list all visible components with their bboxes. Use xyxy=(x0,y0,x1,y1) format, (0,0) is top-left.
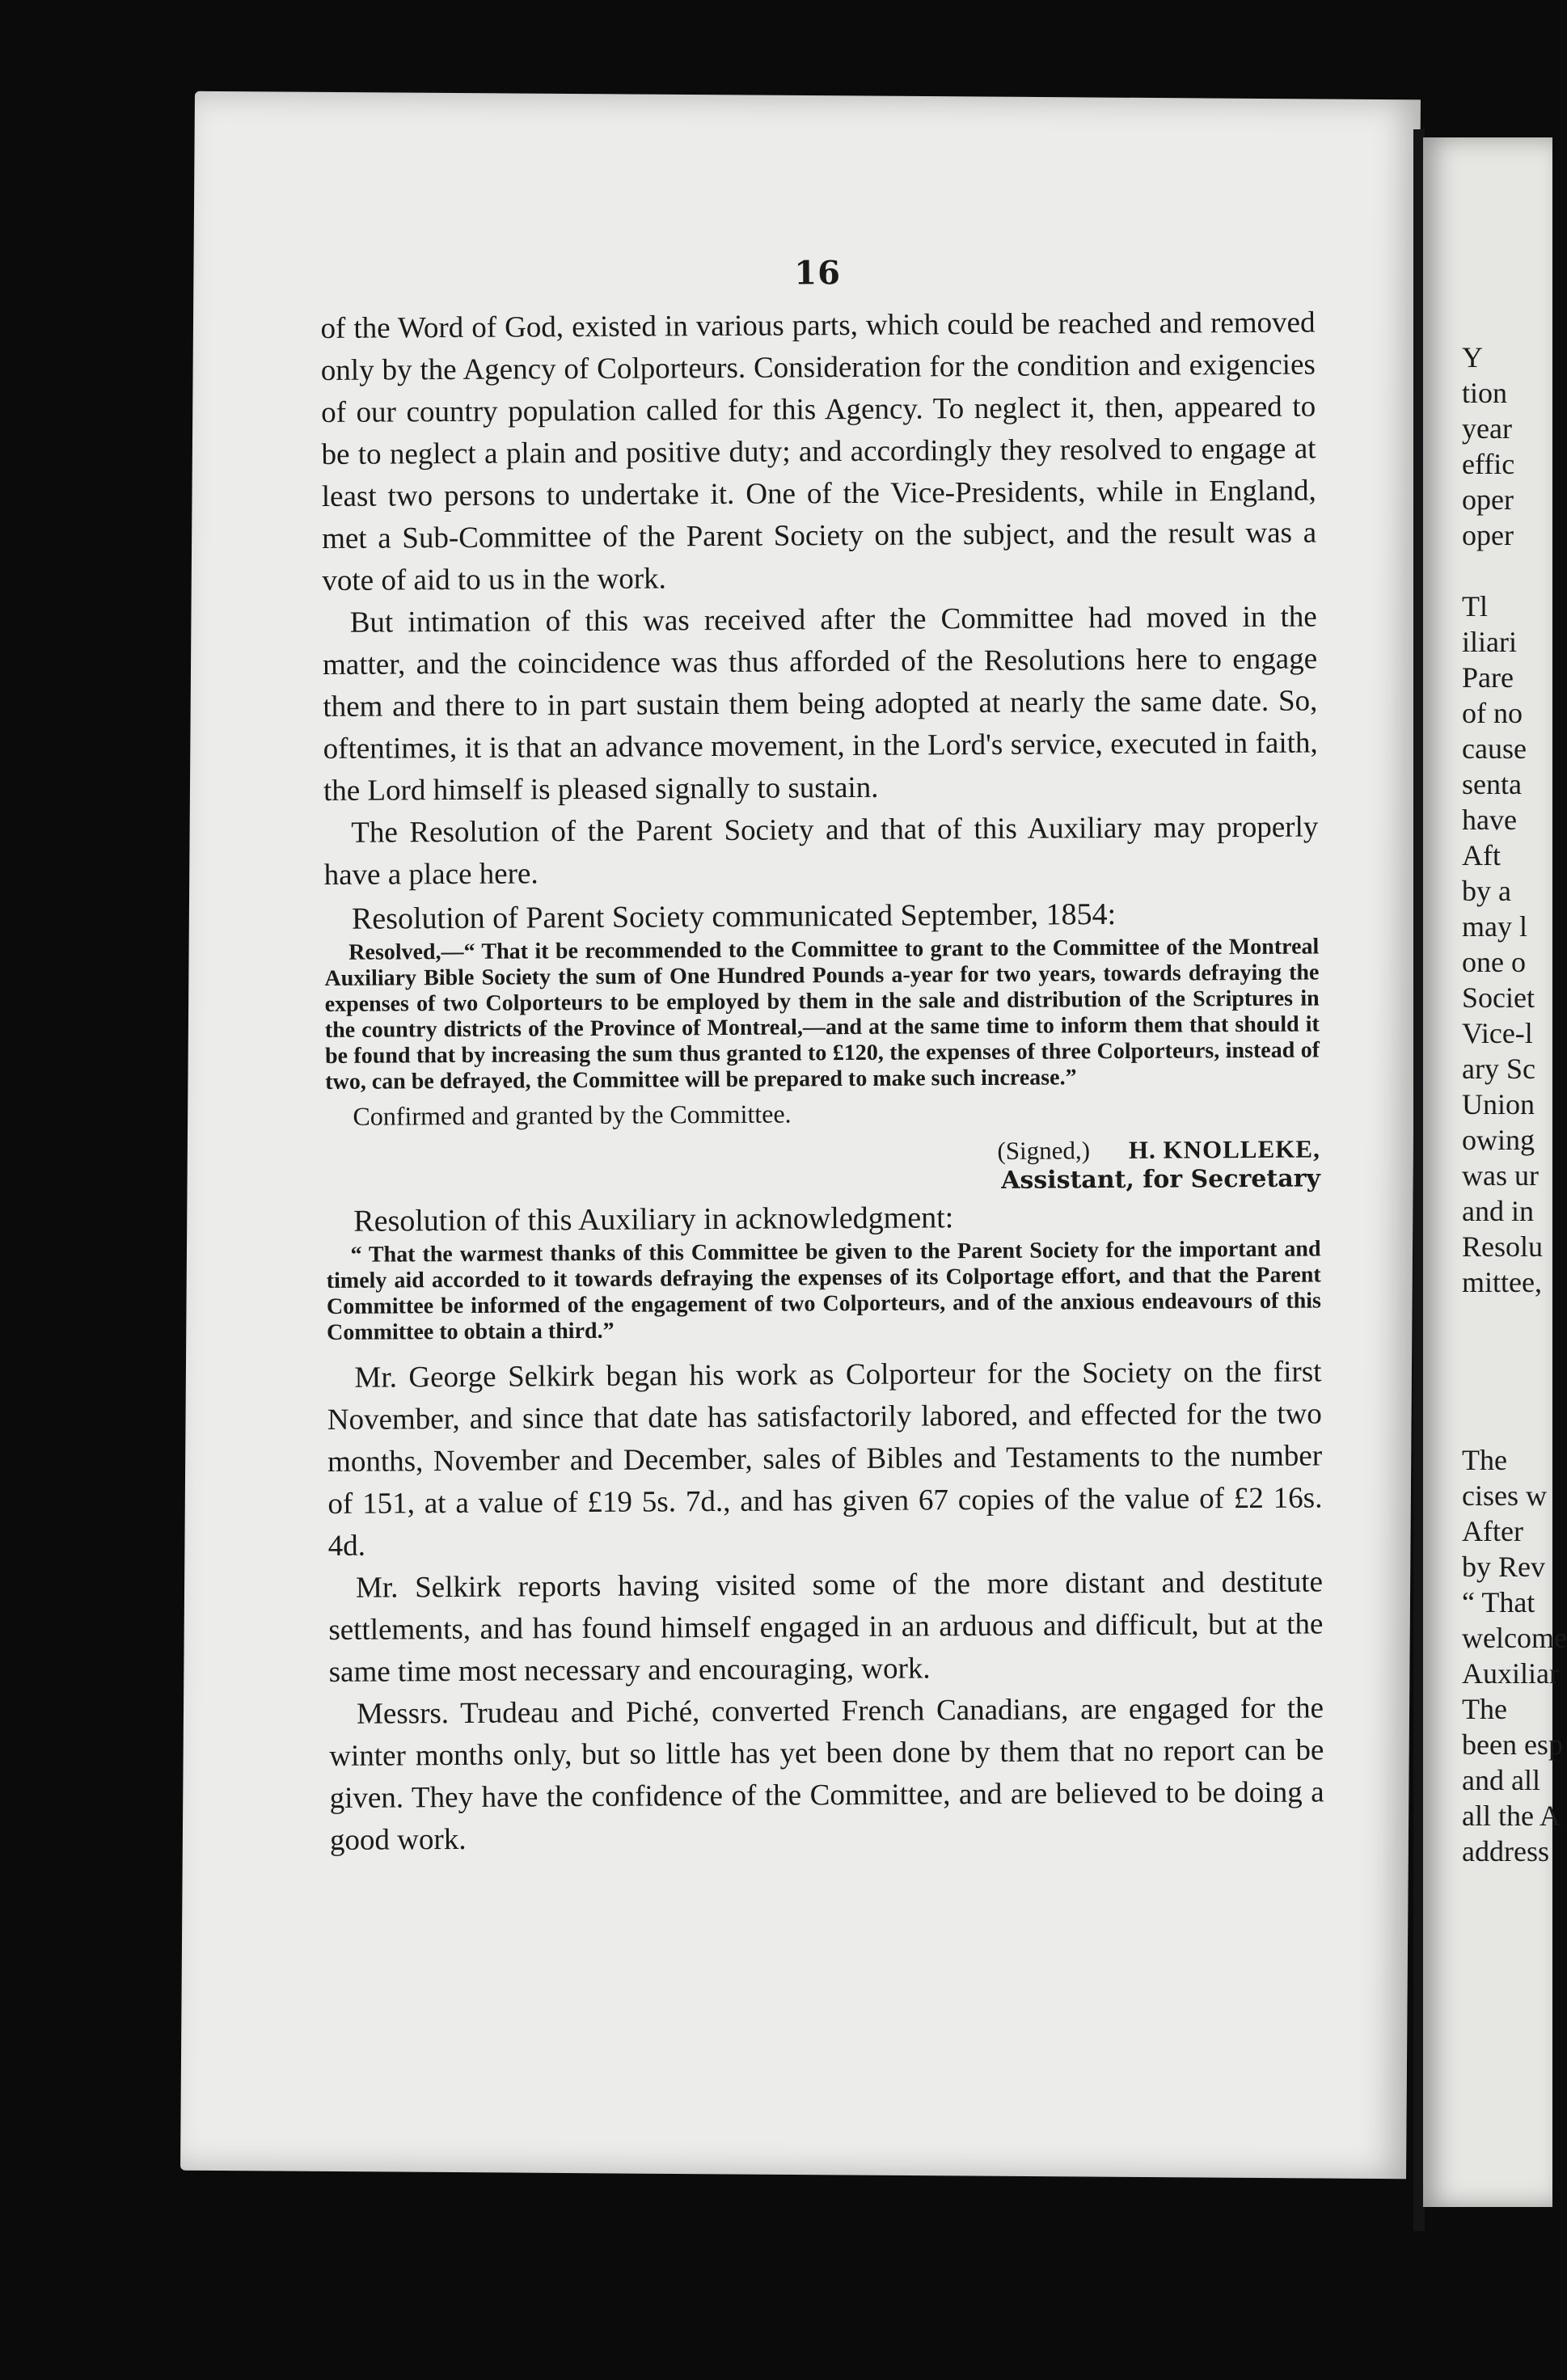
paragraph-3: The Resolution of the Parent Society and that of this Auxiliary may properly have a place here. xyxy=(323,810,1319,892)
right-page-line: effic xyxy=(1462,448,1515,480)
resolution-auxiliary-text: “ That the warmest thanks of this Committee be given to the Parent Society for the important and timely aid accorded to it towards defraying the expenses of its Colportage effort, and that the Parent Committee be informed of the engagement of two Colporteurs, and of the anxious endeavours of this Committee to obtain a third.” xyxy=(326,1236,1322,1345)
right-page-line: cises w xyxy=(1462,1479,1547,1512)
right-page-line: The xyxy=(1462,1693,1507,1725)
right-page-line: Aft xyxy=(1462,839,1501,871)
right-page-line: senta xyxy=(1462,768,1522,800)
right-page-line: Resolu xyxy=(1462,1230,1544,1263)
right-page-line: tion xyxy=(1462,377,1508,409)
right-page-line xyxy=(1462,1407,1551,1442)
right-page-line: Y xyxy=(1462,341,1483,373)
right-page-line: been esp xyxy=(1462,1728,1563,1761)
paragraph-2: But intimation of this was received after the Committee had moved in the matter, and the coincidence was thus afforded of the Resolutions here to engage them and there to in part sustain them being adopted at nearly the same date. So, oftentimes, it is that an advance movement, in the Lord's service, executed in faith, the Lord himself is pleased signally to sustain. xyxy=(322,600,1318,808)
right-page-line: cause xyxy=(1462,732,1527,765)
resolution-parent-heading: Resolution of Parent Society communicated September, 1854: xyxy=(351,897,1117,936)
confirmed-line: Confirmed and granted by the Committee. xyxy=(353,1099,792,1131)
paragraph-4: Mr. George Selkirk began his work as Colporteur for the Society on the first November, and since that date has satisfactorily labored, and effected for the two months, November and December, sales of Bibles and Testaments to the number of 151, at a value of £19 5s. 7d., and has given 67 copies of the value of £2 16s. 4d. xyxy=(327,1355,1323,1563)
right-page-line: and all xyxy=(1462,1764,1540,1796)
right-page-line: may l xyxy=(1462,910,1527,943)
page-content xyxy=(320,251,1324,1861)
paragraph-5: Mr. Selkirk reports having visited some of the more distant and destitute settlements, and has found himself engaged in an arduous and difficult, but at the same time most necessary and encouraging, work. xyxy=(328,1565,1324,1689)
right-page-line: welcome xyxy=(1462,1622,1567,1654)
right-page-line: year xyxy=(1462,412,1512,445)
right-page-line: oper xyxy=(1462,519,1514,551)
right-page-line: one o xyxy=(1462,946,1526,978)
page-number: 16 xyxy=(794,254,842,293)
right-page-line: mittee, xyxy=(1462,1266,1542,1298)
paragraph-1: of the Word of God, existed in various parts, which could be reached and removed only by the Agency of Colporteurs. Consideration for the condition and exigencies of our country population called for this Agency. To neglect it, then, appeared to be to neglect a plain and positive duty; and accordingly they resolved to engage at least two persons to undertake it. One of the Vice-Presidents, while in England, met a Sub-Committee of the Parent Society on the subject, and the result was a vote of aid to us in the work. xyxy=(320,306,1317,597)
signed-name: H. KNOLLEKE, xyxy=(1128,1134,1320,1164)
right-page-line: After xyxy=(1462,1515,1523,1547)
right-page-line: Pare xyxy=(1462,661,1514,694)
paragraph-6: Messrs. Trudeau and Piché, converted French Canadians, are engaged for the winter months only, but so little has yet been done by them that no report can be given. They have the confidence of the Committee, and are believed to be doing a good work. xyxy=(329,1691,1324,1857)
right-page-line: iliari xyxy=(1462,626,1517,658)
right-page-line: ary Sc xyxy=(1462,1053,1535,1085)
right-page-line: The xyxy=(1462,1444,1507,1476)
right-page-line: “ That xyxy=(1462,1586,1535,1618)
signed-title: Assistant, for Secretary xyxy=(1001,1164,1321,1195)
right-page-line: address xyxy=(1462,1835,1549,1867)
right-page-line: by a xyxy=(1462,875,1511,907)
right-page-line xyxy=(1462,1371,1551,1407)
right-page-line: and in xyxy=(1462,1195,1534,1227)
right-page-line: Vice-l xyxy=(1462,1017,1533,1049)
right-page-line: of no xyxy=(1462,697,1523,729)
right-page-line xyxy=(1462,553,1551,589)
right-page-line: all the A xyxy=(1462,1800,1561,1832)
resolution-parent-text: Resolved,—“ That it be recommended to the Committee to grant to the Committee of the Montreal Auxiliary Bible Society the sum of One Hundred Pounds a-year for two years, towards defraying the expenses of two Colporteurs to be employed by them in the sale and distribution of the Scriptures in the country districts of the Province of Montreal,—and at the same time to inform them that should it be found that by increasing the sum thus granted to £120, the expenses of three Colporteurs, instead of two, can be defrayed, the Committee will be prepared to make such increase.” xyxy=(324,934,1320,1095)
right-page-line: by Rev xyxy=(1462,1551,1545,1583)
right-page-line: Auxiliar xyxy=(1462,1657,1559,1690)
right-page-line: have xyxy=(1462,804,1517,836)
right-page-line: owing xyxy=(1462,1124,1535,1156)
signed-label: (Signed,) xyxy=(997,1136,1091,1165)
right-page-line xyxy=(1462,1300,1551,1336)
right-page-line: oper xyxy=(1462,483,1514,516)
right-page-line: Societ xyxy=(1462,981,1535,1014)
right-page-line: was ur xyxy=(1462,1159,1539,1192)
resolution-auxiliary-heading: Resolution of this Auxiliary in acknowledgment: xyxy=(353,1201,954,1239)
right-page-text xyxy=(1462,340,1567,1869)
right-page-line: Union xyxy=(1462,1088,1535,1120)
right-page-line: Tl xyxy=(1462,590,1488,622)
right-page-line xyxy=(1462,1336,1551,1371)
